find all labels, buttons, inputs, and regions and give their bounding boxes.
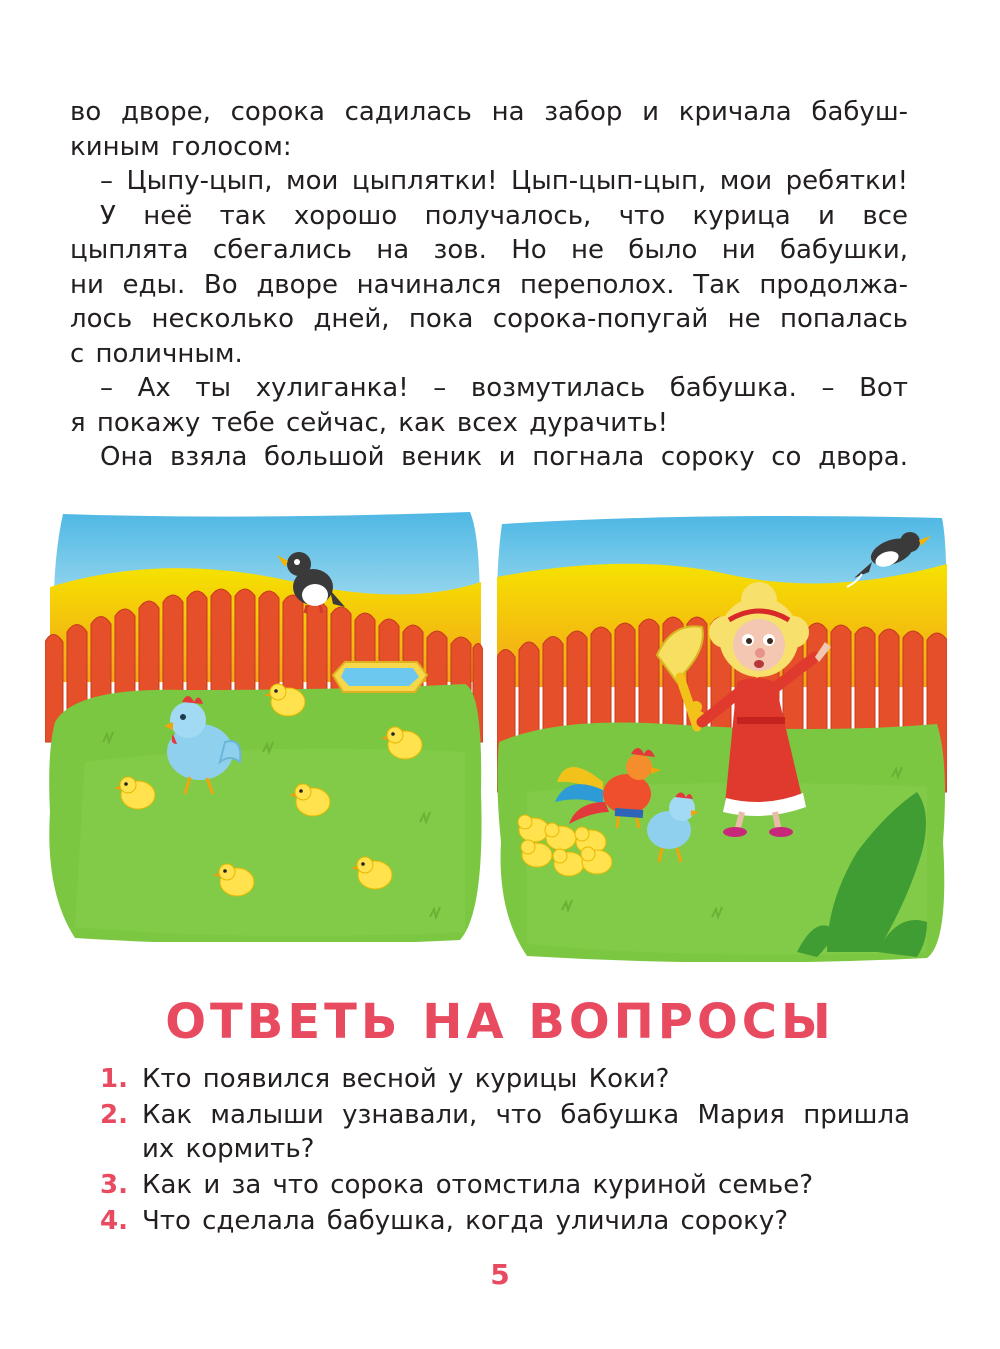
story-line: У неё так хорошо получалось, что курица и все — [100, 200, 908, 231]
question-number: 3. — [100, 1170, 128, 1200]
story-line: киным голосом: — [70, 131, 292, 162]
story-line: – Цыпу-цып, мои цыплятки! Цып-цып-цып, мои ребятки! — [100, 166, 908, 196]
question-item — [100, 1098, 910, 1166]
story-line: я покажу тебе сейчас, как всех дурачить! — [70, 407, 669, 438]
illustration-magpie-on-fence — [45, 512, 483, 942]
question-item — [100, 1062, 910, 1096]
story-line: Она взяла большой веник и погнала сороку со двора. — [100, 442, 908, 472]
questions-heading: ОТВЕТЬ НА ВОПРОСЫ — [165, 994, 835, 1050]
question-text: Кто появился весной у курицы Коки? — [142, 1064, 670, 1094]
magpie-on-fence-with-hen-and-chicks-illustration — [45, 512, 483, 942]
questions-list — [100, 1062, 910, 1238]
story-line: ни еды. Во дворе начинался переполох. Так продолжа- — [70, 269, 908, 300]
question-text: Что сделала бабушка, когда уличила сороку? — [142, 1206, 789, 1236]
story-text — [70, 95, 908, 475]
question-number: 4. — [100, 1206, 128, 1236]
question-text: Как малыши узнавали, что бабушка Мария пришла их кормить? — [142, 1100, 910, 1164]
story-line: с поличным. — [70, 338, 243, 369]
story-line: во дворе, сорока садилась на забор и кричала бабуш- — [70, 97, 908, 127]
question-item — [100, 1204, 910, 1238]
question-number: 2. — [100, 1100, 128, 1130]
story-line: цыплята сбегались на зов. Но не было ни бабушки, — [70, 235, 908, 265]
story-line: лось несколько дней, пока сорока-попугай не попалась — [70, 304, 908, 334]
question-text: Как и за что сорока отомстила куриной семье? — [142, 1170, 814, 1200]
question-number: 1. — [100, 1064, 128, 1094]
page-number: 5 — [490, 1258, 510, 1291]
story-line: – Ах ты хулиганка! – возмутилась бабушка. – Вот — [100, 373, 908, 403]
grandmother-with-broom-chasing-magpie-illustration — [497, 512, 947, 962]
question-item — [100, 1168, 910, 1202]
illustration-grandmother-with-broom — [497, 512, 947, 962]
